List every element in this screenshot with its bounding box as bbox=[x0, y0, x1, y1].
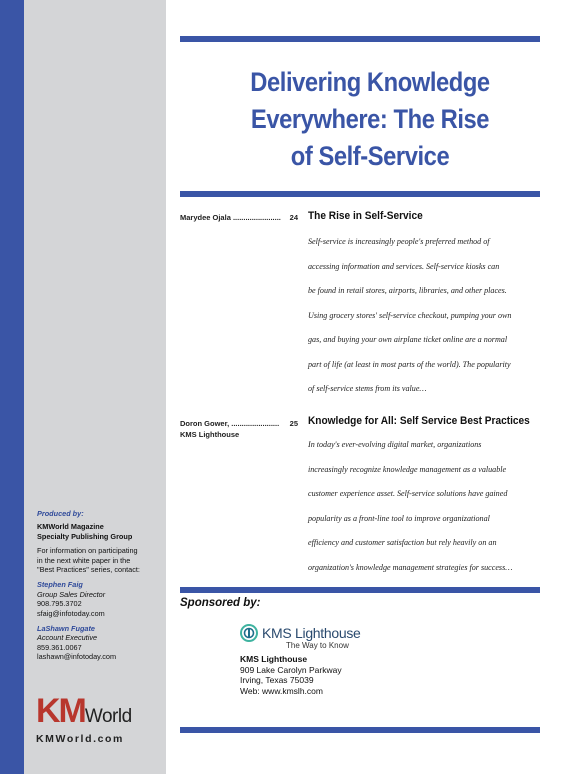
kmworld-logo-km: KM bbox=[36, 692, 85, 730]
info-line-3: "Best Practices" series, contact: bbox=[37, 565, 140, 575]
sponsor-top-rule bbox=[180, 587, 540, 593]
kmworld-url[interactable]: KMWorld.com bbox=[36, 733, 124, 745]
left-accent-strip bbox=[0, 0, 24, 774]
title-line-3: of Self-Service bbox=[290, 141, 450, 171]
excerpt-line: customer experience asset. Self-service solutions have gained bbox=[308, 489, 508, 498]
title-line-2: Everywhere: The Rise bbox=[250, 104, 490, 134]
excerpt-line: gas, and buying your own airplane ticket online are a normal bbox=[308, 335, 508, 344]
excerpt-line: accessing information and services. Self-service kiosks can bbox=[308, 261, 500, 271]
sponsor-web[interactable]: Web: www.kmslh.com bbox=[240, 685, 323, 696]
info-line-1: For information on participating bbox=[37, 546, 138, 556]
sponsor-name: KMS Lighthouse bbox=[240, 654, 308, 664]
contact-phone[interactable]: 908.795.3702 bbox=[37, 599, 82, 609]
kmworld-logo-world: World bbox=[84, 706, 132, 727]
lighthouse-icon bbox=[240, 624, 258, 642]
toc-entry-1-excerpt bbox=[308, 230, 548, 402]
produced-by-label: Produced by: bbox=[37, 509, 84, 518]
toc-leader-dots: ....................... bbox=[230, 213, 281, 222]
excerpt-line: Using grocery stores' self-service checkout, pumping your own bbox=[308, 310, 512, 320]
toc-entry-2-excerpt bbox=[308, 433, 548, 580]
title-line-1: Delivering Knowledge bbox=[250, 67, 490, 97]
excerpt-line: In today's ever-evolving digital market, organizations bbox=[308, 440, 482, 449]
excerpt-line: be found in retail stores, airports, libraries, and other places. bbox=[308, 286, 507, 295]
kms-logo-tagline: The Way to Know bbox=[286, 641, 349, 650]
toc-page-number: 24 bbox=[289, 213, 298, 222]
excerpt-line: Self-service is increasingly people's preferred method of bbox=[308, 237, 490, 246]
page-title bbox=[203, 64, 537, 175]
contact-phone[interactable]: 859.361.0067 bbox=[37, 642, 82, 652]
producer-line-2: Specialty Publishing Group bbox=[37, 531, 133, 541]
excerpt-line: popularity as a front-line tool to improve organizational bbox=[308, 513, 490, 523]
sponsor-address-line-2: Irving, Texas 75039 bbox=[240, 675, 314, 685]
toc-entry-1-author bbox=[180, 212, 302, 223]
contact-role: Group Sales Director bbox=[37, 589, 106, 599]
sponsored-by-label: Sponsored by: bbox=[180, 597, 261, 609]
sponsor-address-line-1: 909 Lake Carolyn Parkway bbox=[240, 664, 342, 675]
toc-author-affiliation: KMS Lighthouse bbox=[180, 430, 240, 439]
contact-name: LaShawn Fugate bbox=[37, 624, 95, 634]
toc-entry-2-author bbox=[180, 418, 302, 440]
bottom-rule bbox=[180, 727, 540, 733]
title-bottom-rule bbox=[180, 191, 540, 197]
toc-author: Marydee Ojala bbox=[180, 213, 231, 222]
toc-author: Doron Gower, bbox=[180, 419, 230, 428]
toc-leader-dots: ....................... bbox=[229, 419, 280, 428]
toc-page-number: 25 bbox=[289, 419, 298, 428]
kms-logo-name: KMS Lighthouse bbox=[262, 625, 361, 641]
excerpt-line: increasingly recognize knowledge management as a valuable bbox=[308, 464, 507, 474]
kms-lighthouse-logo[interactable] bbox=[240, 624, 361, 650]
contact-name: Stephen Faig bbox=[37, 580, 83, 590]
toc-entry-2-title[interactable]: Knowledge for All: Self Service Best Practices bbox=[308, 415, 530, 427]
excerpt-line: organization's knowledge management strategies for success… bbox=[308, 562, 513, 572]
contact-role: Account Executive bbox=[37, 633, 98, 643]
contact-email[interactable]: lashawn@infotoday.com bbox=[37, 652, 117, 662]
producer-line-1: KMWorld Magazine bbox=[37, 522, 104, 532]
kmworld-logo[interactable] bbox=[36, 694, 161, 745]
contact-email[interactable]: sfaig@infotoday.com bbox=[37, 608, 105, 618]
top-rule bbox=[180, 36, 540, 42]
toc-entry-1-title[interactable]: The Rise in Self-Service bbox=[308, 210, 423, 222]
sponsor-address-block bbox=[240, 654, 342, 696]
sidebar-credits bbox=[37, 509, 162, 662]
excerpt-line: part of life (at least in most parts of the world). The popularity bbox=[308, 359, 511, 369]
info-line-2: in the next white paper in the bbox=[37, 555, 131, 565]
excerpt-line: efficiency and customer satisfaction but rely heavily on an bbox=[308, 538, 497, 547]
excerpt-line: of self-service stems from its value… bbox=[308, 384, 427, 393]
